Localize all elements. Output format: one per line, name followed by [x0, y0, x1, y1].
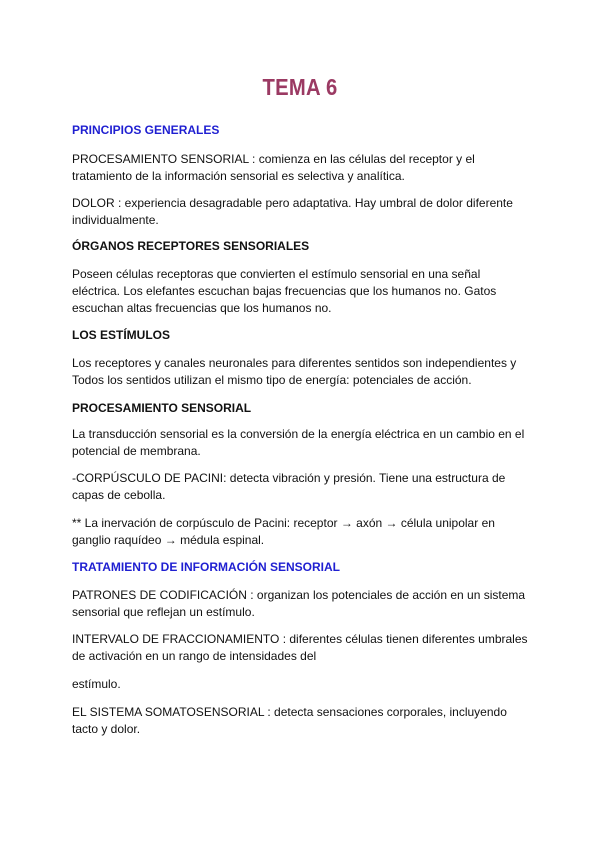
paragraph-transduccion: La transducción sensorial es la conversión de la energía eléctrica en un cambio en el potencial de membrana.	[72, 427, 525, 458]
heading-los-estimulos: LOS ESTÍMULOS	[72, 328, 171, 342]
paragraph-procesamiento-sensorial-def: PROCESAMIENTO SENSORIAL : comienza en las células del receptor y el tratamiento de la información sensorial es selectiva y analítica.	[72, 152, 475, 183]
heading-organos-receptores: ÓRGANOS RECEPTORES SENSORIALES	[72, 239, 310, 253]
paragraph-intervalo-fraccionamiento: INTERVALO DE FRACCIONAMIENTO : diferentes células tienen diferentes umbrales de activación en un rango de intensidades del	[72, 632, 528, 663]
paragraph-inervacion-pacini: ** La inervación de corpúsculo de Pacini: receptor → axón → célula unipolar en ganglio raquídeo → médula espinal.	[72, 516, 495, 547]
paragraph-los-estimulos: Los receptores y canales neuronales para diferentes sentidos son independientes y Todos los sentidos utilizan el mismo tipo de energía: potenciales de acción.	[72, 356, 517, 387]
paragraph-corpusculo-pacini: -CORPÚSCULO DE PACINI: detecta vibración y presión. Tiene una estructura de capas de cebolla.	[72, 471, 506, 502]
paragraph-sistema-somatosensorial: EL SISTEMA SOMATOSENSORIAL : detecta sensaciones corporales, incluyendo tacto y dolor.	[72, 705, 507, 736]
heading-tratamiento-informacion: TRATAMIENTO DE INFORMACIÓN SENSORIAL	[72, 560, 340, 574]
paragraph-organos-receptores: Poseen células receptoras que convierten el estímulo sensorial en una señal eléctrica. Los elefantes escuchan bajas frecuencias que los humanos no. Gatos escuchan altas frecuencias que los humanos no.	[72, 267, 497, 315]
heading-principios-generales: PRINCIPIOS GENERALES	[72, 123, 220, 137]
page-title: TEMA 6	[262, 74, 338, 100]
paragraph-patrones-codificacion: PATRONES DE CODIFICACIÓN : organizan los potenciales de acción en un sistema sensorial que reflejan un estímulo.	[72, 588, 526, 619]
paragraph-dolor-def: DOLOR : experiencia desagradable pero adaptativa. Hay umbral de dolor diferente individualmente.	[72, 196, 513, 227]
paragraph-estimulo: estímulo.	[72, 677, 121, 691]
heading-procesamiento-sensorial: PROCESAMIENTO SENSORIAL	[72, 401, 252, 415]
